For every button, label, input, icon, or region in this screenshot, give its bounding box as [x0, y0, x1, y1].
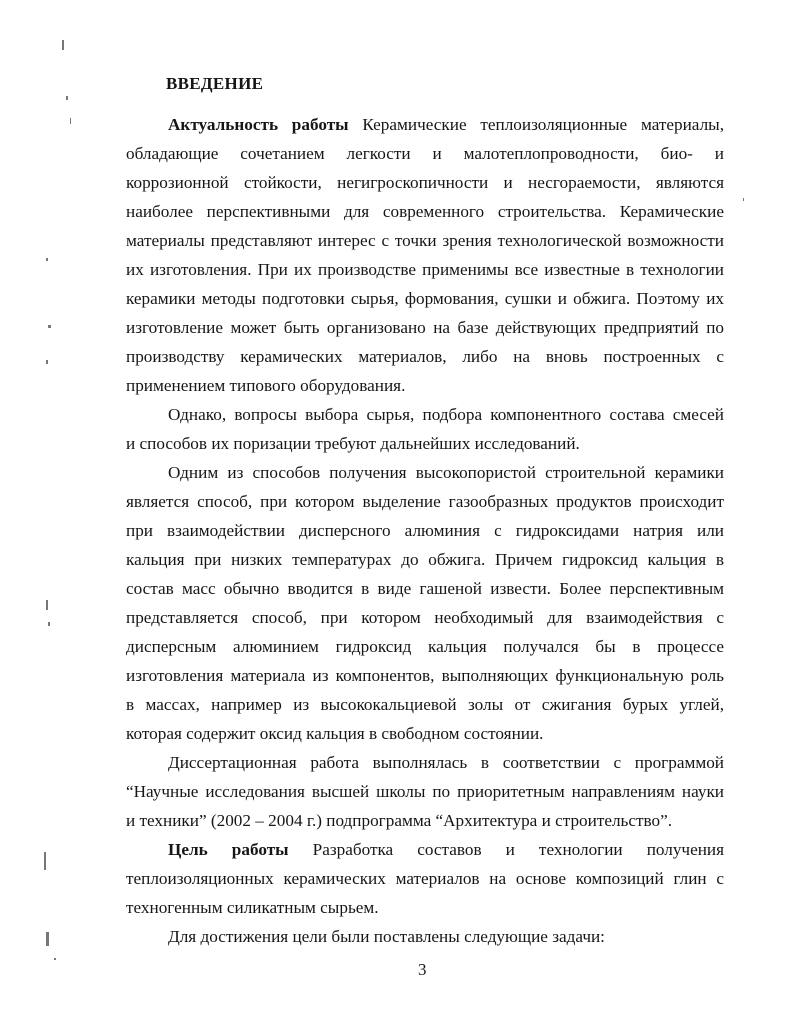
text-line: Для достижения цели были поставлены следующие задачи:: [168, 927, 605, 946]
scan-speck: [743, 198, 744, 201]
text-line: является способ, при котором выделение газообразных продуктов происходит: [126, 492, 724, 511]
scan-speck: [62, 40, 64, 50]
text-line: обладающие сочетанием легкости и малотеплопроводности, био- и: [126, 144, 724, 163]
scan-speck: [66, 96, 68, 100]
scan-speck: [46, 360, 48, 364]
text-line: Актуальность работы Керамические теплоизоляционные материалы,: [168, 115, 725, 134]
scan-speck: [48, 622, 50, 626]
text-line: “Научные исследования высшей школы по приоритетным направлениям науки: [126, 782, 724, 801]
text-line: которая содержит оксид кальция в свободном состоянии.: [126, 724, 544, 743]
scan-speck: [46, 932, 49, 946]
goal-label: Цель работы: [168, 840, 289, 859]
text-line: Одним из способов получения высокопористой строительной керамики: [168, 463, 724, 482]
text-line: Диссертационная работа выполнялась в соответствии с программой: [168, 753, 724, 772]
text-line: теплоизоляционных керамических материалов на основе композиций глин с: [126, 869, 724, 888]
scan-speck: [46, 258, 48, 261]
scan-speck: [54, 958, 56, 960]
scan-speck: [70, 118, 71, 124]
text-line: и способов их поризации требуют дальнейших исследований.: [126, 434, 580, 453]
text-line: дисперсным алюминием гидроксид кальция получался бы в процессе: [126, 637, 724, 656]
text-line: их изготовления. При их производстве применимы все известные в технологии: [126, 260, 724, 279]
text-line: кальция при низких температурах до обжига. Причем гидроксид кальция в: [126, 550, 724, 569]
text-line: изготовления материала из компонентов, выполняющих функциональную роль: [126, 666, 724, 685]
scan-speck: [48, 325, 51, 328]
scan-speck: [44, 852, 46, 870]
section-heading: ВВЕДЕНИЕ: [166, 74, 264, 93]
text-line: изготовление может быть организовано на базе действующих предприятий по: [126, 318, 724, 337]
text-line: керамики методы подготовки сырья, формования, сушки и обжига. Поэтому их: [126, 289, 724, 308]
text-line: техногенным силикатным сырьем.: [126, 898, 379, 917]
text-line: при взаимодействии дисперсного алюминия с гидроксидами натрия или: [126, 521, 724, 540]
text-line: в массах, например из высококальциевой золы от сжигания бурых углей,: [126, 695, 724, 714]
text-line: представляется способ, при котором необходимый для взаимодействия с: [126, 608, 724, 627]
text-line: применением типового оборудования.: [126, 376, 406, 395]
relevance-label: Актуальность работы: [168, 115, 349, 134]
scan-speck: [46, 600, 48, 610]
text-line: коррозионной стойкости, негигроскопичности и несгораемости, являются: [126, 173, 724, 192]
text-line: материалы представляют интерес с точки зрения технологической возможности: [126, 231, 724, 250]
text-line: производству керамических материалов, либо на вновь построенных с: [126, 347, 724, 366]
text-line: состав масс обычно вводится в виде гашеной извести. Более перспективным: [126, 579, 724, 598]
page-number: 3: [418, 960, 427, 979]
text-line: наиболее перспективными для современного строительства. Керамические: [126, 202, 724, 221]
text-line: и техники” (2002 – 2004 г.) подпрограмма “Архитектура и строительство”.: [126, 811, 673, 830]
text-line: Однако, вопросы выбора сырья, подбора компонентного состава смесей: [168, 405, 724, 424]
text-line: Цель работы Разработка составов и технологии получения: [168, 840, 725, 859]
